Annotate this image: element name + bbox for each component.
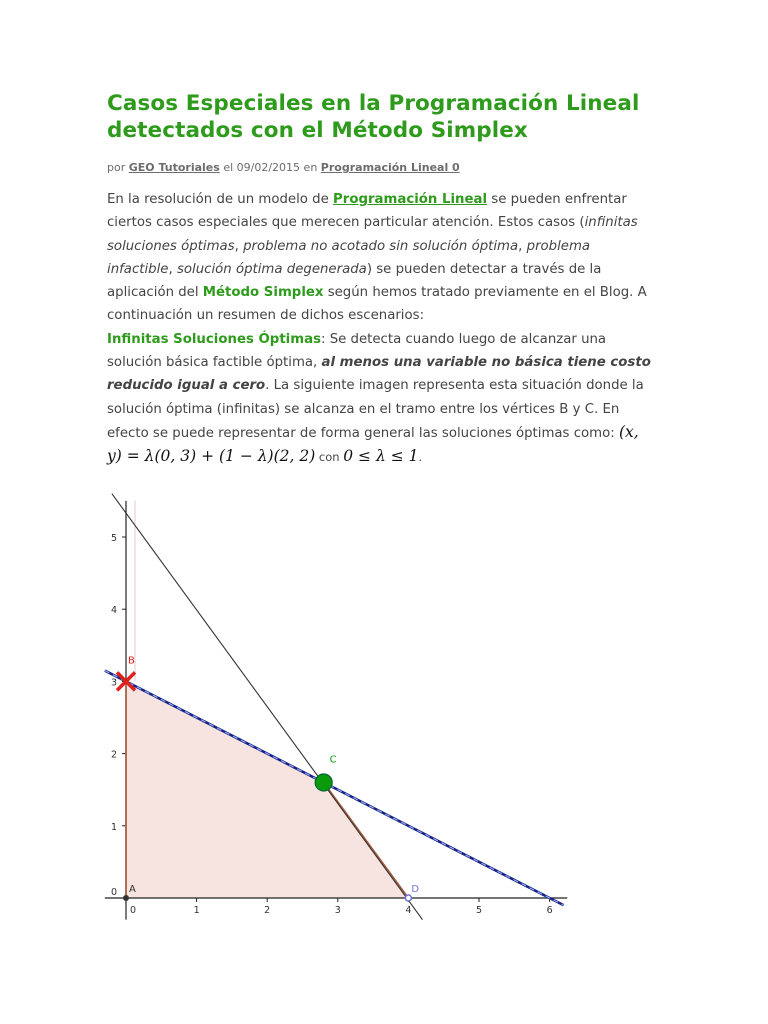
text: con xyxy=(315,450,344,465)
y-tick-label: 3 xyxy=(110,677,117,689)
point-b-label: B xyxy=(128,655,135,667)
text: . La siguiente imagen representa esta situación donde la solución óptima (infinitas) se alcanza en el tramo entre los vértices B y C. En efecto se puede representar de forma general las soluciones óptimas como: xyxy=(107,378,644,441)
x-tick-label: 5 xyxy=(475,905,483,916)
author-link[interactable]: GEO Tutoriales xyxy=(128,161,220,174)
text: se pueden enfrentar ciertos casos especiales que merecen particular atención. Estos casos ( xyxy=(107,192,627,231)
x-tick-label: 1 xyxy=(193,905,200,916)
text: : Se detecta cuando luego de alcanzar una solución básica factible óptima, xyxy=(107,331,607,371)
y-tick-label: 2 xyxy=(110,749,117,761)
article-title: Casos Especiales en la Programación Lineal detectados con el Método Simplex xyxy=(107,91,640,143)
point-d-marker xyxy=(405,895,411,901)
point-a-marker xyxy=(123,895,129,901)
point-a-label: A xyxy=(129,884,136,895)
text: En la resolución de un modelo de xyxy=(107,192,334,207)
category-link[interactable]: Programación Lineal 0 xyxy=(320,161,460,174)
case-no-acotado: problema no acotado sin solución óptima xyxy=(243,238,519,254)
text: , xyxy=(518,238,527,254)
y-tick-label: 0 xyxy=(110,887,117,898)
y-tick-label: 1 xyxy=(110,821,117,833)
text: , xyxy=(234,238,244,254)
post-date: 09/02/2015 xyxy=(236,161,301,174)
infinitas-heading: Infinitas Soluciones Óptimas xyxy=(107,331,321,347)
meta-en: en xyxy=(303,161,318,174)
formula-lambda: 0 ≤ λ ≤ 1 xyxy=(343,447,419,466)
meta-el: el xyxy=(223,161,234,174)
text: . xyxy=(418,450,423,465)
formula-solution: (x, y) = λ(0, 3) + (1 − λ)(2, 2) xyxy=(107,422,639,466)
case-infinitas: infinitas soluciones óptimas xyxy=(107,215,638,254)
x-tick-label: 2 xyxy=(264,905,271,916)
bold-condition: al menos una variable no básica tiene costo reducido igual a cero xyxy=(107,355,651,394)
programacion-lineal-link[interactable]: Programación Lineal xyxy=(333,192,488,207)
y-tick-label: 5 xyxy=(110,533,117,544)
text: ) se pueden detectar a través de la aplicación del xyxy=(107,261,602,301)
feasible-region xyxy=(126,681,408,898)
x-tick-label: 6 xyxy=(546,905,553,916)
point-c-label: C xyxy=(329,754,337,766)
case-infactible: problema infactible xyxy=(107,238,591,277)
text: , xyxy=(168,261,177,277)
text: según hemos tratado previamente en el Blog. A continuación un resumen de dichos escenarios: xyxy=(107,285,647,324)
case-degenerada: solución óptima degenerada xyxy=(176,261,367,277)
metodo-simplex-link[interactable]: Método Simplex xyxy=(202,285,324,301)
x-tick-label: 0 xyxy=(129,905,137,916)
x-tick-label: 3 xyxy=(334,905,341,916)
y-tick-label: 4 xyxy=(110,605,117,617)
point-d-label: D xyxy=(411,884,420,895)
point-c-marker xyxy=(315,774,332,791)
x-tick-label: 4 xyxy=(405,905,412,916)
meta-por: por xyxy=(107,161,126,174)
